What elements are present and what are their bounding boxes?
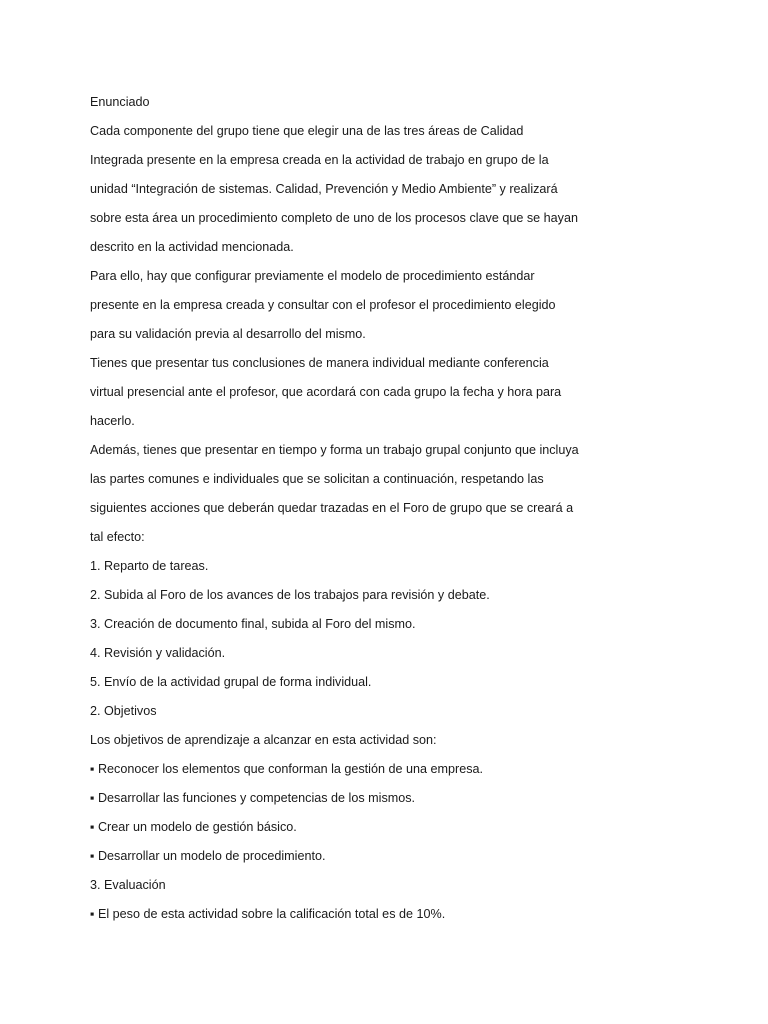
paragraph-line: Tienes que presentar tus conclusiones de manera individual mediante conferencia: [90, 356, 549, 370]
list-item-step: 2. Subida al Foro de los avances de los trabajos para revisión y debate.: [90, 588, 490, 602]
paragraph-line: presente en la empresa creada y consultar con el profesor el procedimiento elegido: [90, 298, 556, 312]
heading-objetivos: 2. Objetivos: [90, 704, 157, 718]
paragraph-line: las partes comunes e individuales que se solicitan a continuación, respetando las: [90, 472, 544, 486]
paragraph-line: Cada componente del grupo tiene que elegir una de las tres áreas de Calidad: [90, 124, 524, 138]
list-item-step: 1. Reparto de tareas.: [90, 559, 209, 573]
paragraph-line: Para ello, hay que configurar previamente el modelo de procedimiento estándar: [90, 269, 535, 283]
list-item-step: 3. Creación de documento final, subida al Foro del mismo.: [90, 617, 416, 631]
document-body: [90, 88, 710, 929]
paragraph-line: unidad “Integración de sistemas. Calidad, Prevención y Medio Ambiente” y realizará: [90, 182, 558, 196]
paragraph-line: para su validación previa al desarrollo del mismo.: [90, 327, 366, 341]
paragraph-line: Los objetivos de aprendizaje a alcanzar en esta actividad son:: [90, 733, 437, 747]
bullet-item: ▪ Reconocer los elementos que conforman la gestión de una empresa.: [90, 762, 484, 776]
paragraph-line: hacerlo.: [90, 414, 135, 428]
list-item-step: 4. Revisión y validación.: [90, 646, 226, 660]
bullet-item: ▪ El peso de esta actividad sobre la calificación total es de 10%.: [90, 907, 446, 921]
paragraph-line: sobre esta área un procedimiento completo de uno de los procesos clave que se hayan: [90, 211, 578, 225]
bullet-item: ▪ Crear un modelo de gestión básico.: [90, 820, 297, 834]
bullet-item: ▪ Desarrollar las funciones y competencias de los mismos.: [90, 791, 416, 805]
paragraph-line: siguientes acciones que deberán quedar trazadas en el Foro de grupo que se creará a: [90, 501, 574, 515]
paragraph-line: Además, tienes que presentar en tiempo y forma un trabajo grupal conjunto que incluya: [90, 443, 579, 457]
paragraph-line: tal efecto:: [90, 530, 145, 544]
heading-evaluacion: 3. Evaluación: [90, 878, 166, 892]
paragraph-line: Integrada presente en la empresa creada en la actividad de trabajo en grupo de la: [90, 153, 549, 167]
paragraph-line: descrito en la actividad mencionada.: [90, 240, 294, 254]
heading-enunciado: Enunciado: [90, 95, 150, 109]
bullet-item: ▪ Desarrollar un modelo de procedimiento.: [90, 849, 326, 863]
paragraph-line: virtual presencial ante el profesor, que acordará con cada grupo la fecha y hora para: [90, 385, 562, 399]
list-item-step: 5. Envío de la actividad grupal de forma individual.: [90, 675, 372, 689]
